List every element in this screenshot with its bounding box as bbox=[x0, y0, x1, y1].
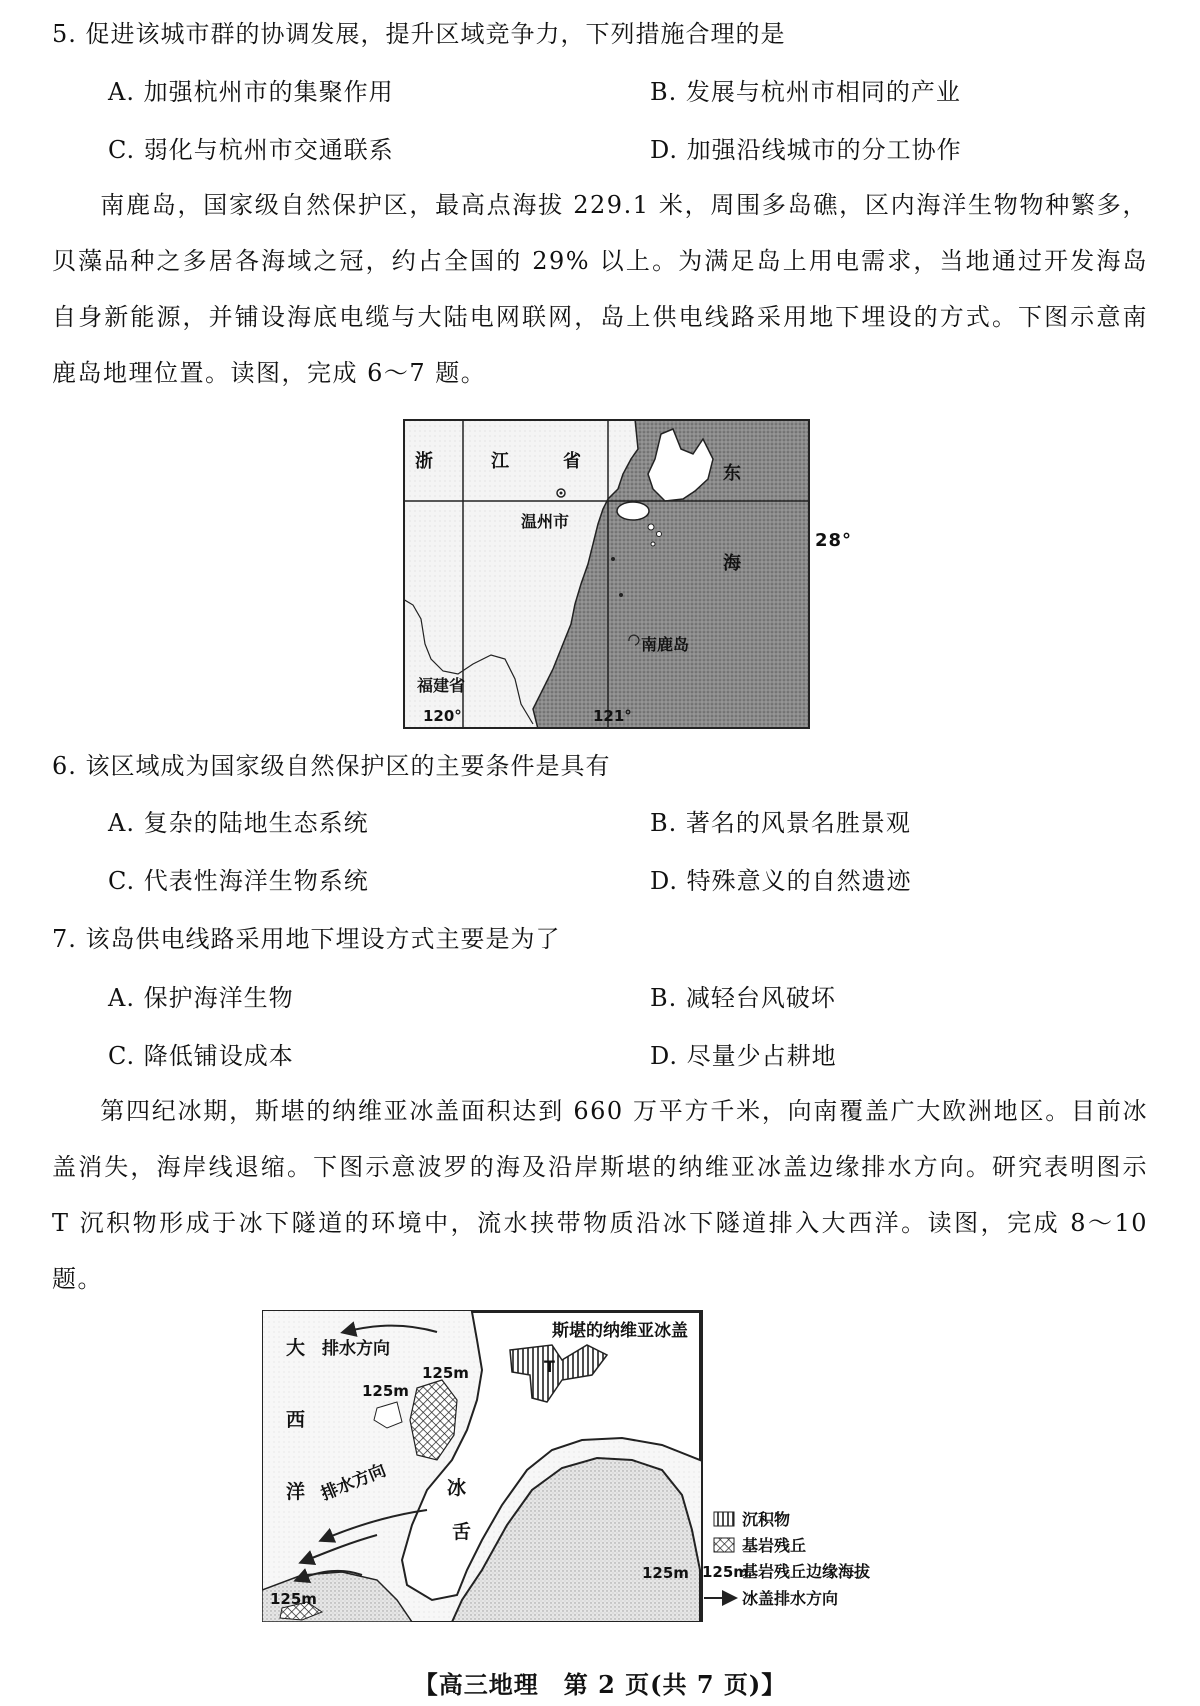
label-ice-sheet: 斯堪的纳维亚冰盖 bbox=[552, 1321, 688, 1341]
label-fujian: 福建省 bbox=[417, 676, 466, 695]
ice-sheet-drainage-map bbox=[262, 1310, 962, 1622]
label-bing: 冰 bbox=[447, 1477, 467, 1499]
q5-option-b: B. 发展与杭州市相同的产业 bbox=[650, 78, 961, 106]
label-da: 大 bbox=[286, 1337, 306, 1359]
label-nanlu: 南鹿岛 bbox=[641, 635, 690, 654]
nanlu-location-map bbox=[403, 419, 810, 729]
label-she: 舌 bbox=[452, 1521, 472, 1543]
label-wenzhou: 温州市 bbox=[521, 512, 570, 531]
label-hai: 海 bbox=[723, 553, 741, 574]
label-lat28: 28° bbox=[815, 530, 853, 551]
q6-option-c: C. 代表性海洋生物系统 bbox=[108, 867, 369, 895]
legend-drain: 冰盖排水方向 bbox=[742, 1589, 839, 1608]
label-lon120: 120° bbox=[423, 707, 462, 725]
q5-option-d: D. 加强沿线城市的分工协作 bbox=[650, 136, 962, 164]
q5-option-c: C. 弱化与杭州市交通联系 bbox=[108, 136, 394, 164]
label-elev-4: 125m bbox=[270, 1590, 317, 1608]
label-lon121: 121° bbox=[593, 707, 632, 725]
label-dong: 东 bbox=[723, 463, 741, 484]
label-elev-2: 125m bbox=[422, 1364, 469, 1382]
label-elev-1: 125m bbox=[362, 1382, 409, 1400]
q6-stem: 6. 该区域成为国家级自然保护区的主要条件是具有 bbox=[52, 752, 611, 780]
q7-option-a: A. 保护海洋生物 bbox=[108, 984, 294, 1012]
legend-elev: 基岩残丘边缘海拔 bbox=[742, 1562, 871, 1581]
q5-stem: 5. 促进该城市群的协调发展，提升区域竞争力，下列措施合理的是 bbox=[52, 20, 786, 48]
q7-option-c: C. 降低铺设成本 bbox=[108, 1042, 294, 1070]
label-drain-2: 排水方向 bbox=[318, 1460, 389, 1505]
passage-ice-sheet: 第四纪冰期，斯堪的纳维亚冰盖面积达到 660 万平方千米，向南覆盖广大欧洲地区。目前冰盖消失，海岸线退缩。下图示意波罗的海及沿岸斯堪的纳维亚冰盖边缘排水方向。研究表明图示 T 沉积物形成于冰下隧道的环境中，流水挟带物质沿冰下隧道排入大西洋。读图，完成 8～10 题。 bbox=[52, 1097, 1148, 1293]
map-legend bbox=[702, 1510, 870, 1608]
q7-stem: 7. 该岛供电线路采用地下埋设方式主要是为了 bbox=[52, 925, 561, 953]
label-zhe: 浙 bbox=[415, 451, 433, 472]
label-elev-3: 125m bbox=[642, 1564, 689, 1582]
passage-nanlu: 南鹿岛，国家级自然保护区，最高点海拔 229.1 米，周围多岛礁，区内海洋生物物种繁多，贝藻品种之多居各海域之冠，约占全国的 29% 以上。为满足岛上用电需求，当地通过开发海岛自身新能源，并铺设海底电缆与大陆电网联网，岛上供电线路采用地下埋设的方式。下图示意南鹿岛地理位置。读图，完成 6～7 题。 bbox=[52, 191, 1148, 387]
q6-option-d: D. 特殊意义的自然遗迹 bbox=[650, 867, 912, 895]
legend-elev-num: 125m bbox=[702, 1563, 749, 1581]
legend-sediment: 沉积物 bbox=[742, 1510, 791, 1529]
label-yang: 洋 bbox=[286, 1481, 306, 1503]
label-drain-1: 排水方向 bbox=[322, 1339, 390, 1359]
q6-option-a: A. 复杂的陆地生态系统 bbox=[108, 809, 369, 837]
q7-option-d: D. 尽量少占耕地 bbox=[650, 1042, 837, 1070]
q7-option-b: B. 减轻台风破坏 bbox=[650, 984, 836, 1012]
q6-option-b: B. 著名的风景名胜景观 bbox=[650, 809, 911, 837]
label-jiang: 江 bbox=[491, 451, 509, 472]
label-sheng: 省 bbox=[563, 451, 581, 472]
label-t: T bbox=[544, 1357, 555, 1376]
q5-option-a: A. 加强杭州市的集聚作用 bbox=[108, 78, 394, 106]
label-xi: 西 bbox=[286, 1409, 306, 1431]
legend-bedrock: 基岩残丘 bbox=[742, 1536, 807, 1555]
page-footer: 【高三地理 第 2 页(共 7 页)】 bbox=[413, 1670, 787, 1699]
